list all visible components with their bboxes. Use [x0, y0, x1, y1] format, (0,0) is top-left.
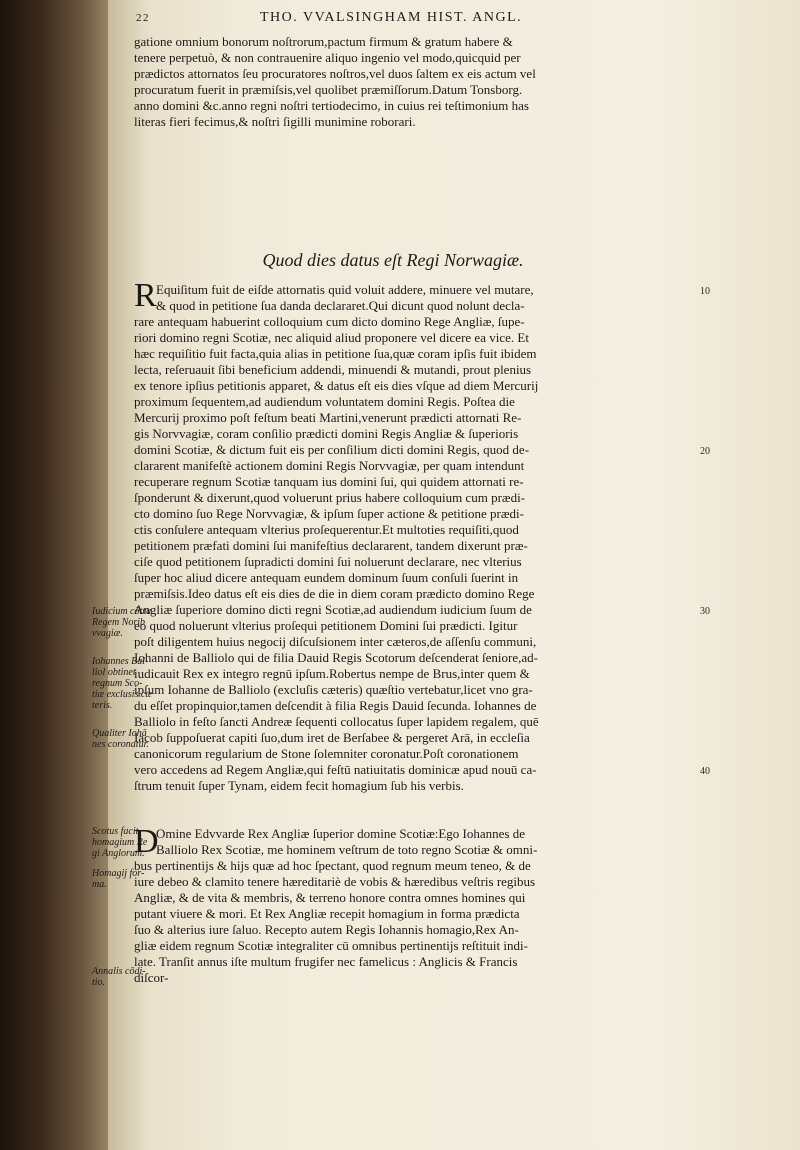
text-line: prædictos attornatos ſeu procuratores noſtros,vel duos ſaltem ex eis actum vel — [134, 66, 536, 81]
text-line: Angliæ ſuperiore domino dicti regni Scotiæ,ad audiendum iudicium ſuum de — [134, 602, 532, 617]
body-lead — [156, 282, 692, 314]
section-heading: Quod dies datus eſt Regi Norwagiæ. — [262, 250, 524, 270]
margin-note: Iohannes Bal- liol obtinet regnum Sco- tiæ exclusis cæ teris. — [92, 656, 152, 711]
text-line: lecta, reſeruauit ſibi beneficium addendi, minuendi & mutandi, prout plenius — [134, 362, 532, 377]
margin-note: Iudicium cōtra Regem Norib vvagiæ. — [92, 606, 152, 639]
margin-note: Homagij for- ma. — [92, 868, 145, 890]
text-line: Omine Edvvarde Rex Angliæ ſuperior domine Scotiæ:Ego Iohannes de — [156, 826, 525, 841]
body-paragraph — [134, 314, 694, 794]
text-line: rare antequam habuerint colloquium cum dicto domino Rege Angliæ, ſupe- — [134, 314, 525, 329]
text-line: Angliæ, & de vita & membris, & terreno honore contra omnes homines qui — [134, 890, 526, 905]
oath-lead — [156, 826, 692, 858]
text-line: ſuper hoc aliud dicere antequam eundem dominum ſuum conſuli ſuerint in — [134, 570, 519, 585]
page-header — [108, 10, 800, 30]
text-line: bus pertinentijs & hijs quæ ad hoc ſpectant, quod regnum meum teneo, & de — [134, 858, 531, 873]
text-line: & quod in petitione ſua danda declararet.Qui dicunt quod nolunt decla- — [156, 298, 525, 313]
text-line: Iacob ſuppoſuerat capiti ſuo,dum iret de Berſabee & pergeret Arā, in eccleſia — [134, 730, 530, 745]
text-line: Mercurij proximo poſt feſtum beati Martini,venerunt prædicti attornati Re- — [134, 410, 522, 425]
running-title: THO. VVALSINGHAM HIST. ANGL. — [260, 10, 523, 25]
text-line: anno domini &c.anno regni noſtri tertiodecimo, in cuius rei teſtimonium has — [134, 98, 529, 113]
text-line: tenere perpetuò, & non contrauenire aliquo ingenio vel modo,quicquid per — [134, 50, 521, 65]
line-number: 40 — [700, 766, 710, 777]
line-number: 20 — [700, 446, 710, 457]
text-line: ctis conſulere antequam vlterius proſequerentur.Et multoties requiſiti,quod — [134, 522, 519, 537]
text-line: putant viuere & mori. Et Rex Angliæ recepit homagium in forma prædicta — [134, 906, 520, 921]
text-line: præmiſsis.Ideo datus eſt eis dies de die in diem coram prædicto domino Rege — [134, 586, 535, 601]
margin-note: Annalis cōdi- tio. — [92, 966, 146, 988]
text-line: ſtrum tenuit ſuper Tynam, eidem fecit homagium ſub his verbis. — [134, 778, 464, 793]
text-line: riori domino regni Scotiæ, nec aliquid aliud proponere vel dicere ea vice. Et — [134, 330, 529, 345]
intro-paragraph — [134, 34, 694, 130]
text-line: cto domino ſuo Rege Norvvagiæ, & ipſum ſuper actione & petitione prædi- — [134, 506, 524, 521]
text-line: Balliolo in feſto ſancti Andreæ ſequenti collocatus ſuper lapidem regalem, quē — [134, 714, 539, 729]
line-number: 10 — [700, 286, 710, 297]
text-line: petitionem præfati domini ſui manifeſtius declararent, tandem dixerunt præ- — [134, 538, 528, 553]
text-line: ipſum Iohanne de Balliolo (excluſis cæteris) quæſtio vertebatur,licet vno gra- — [134, 682, 533, 697]
book-page — [108, 0, 800, 1150]
text-line: recuperare regnum Scotiæ tanquam ius domini ſui, qui quidem attornati re- — [134, 474, 524, 489]
text-line: poſt diligentem huius negocij diſcuſsionem inter cæteros,de aſſenſu communi, — [134, 634, 537, 649]
text-line: gliæ eidem regnum Scotiæ integraliter cū omnibus pertinentijs reſtituit indi- — [134, 938, 528, 953]
text-line: ex tenore ipſius petitionis apparet, & datus eſt eis dies vſque ad diem Mercurij — [134, 378, 539, 393]
text-line: gis Norvvagiæ, coram conſilio prædicti domini Regis Angliæ & ſuperioris — [134, 426, 519, 441]
drop-cap-d: D — [134, 823, 159, 860]
text-line: proximum ſequentem,ad audiendum voluntatem domini Regis. Poſtea die — [134, 394, 515, 409]
page-number: 22 — [136, 12, 150, 24]
text-line: Balliolo Rex Scotiæ, me hominem veſtrum de toto regno Scotiæ & omni- — [156, 842, 538, 857]
text-line: hæc requiſitio fuit facta,quia alias in petitione ſua,quæ coram ipſis fuit ibidem — [134, 346, 537, 361]
text-line: literas fieri fecimus,& noſtri ſigilli munimine roborari. — [134, 114, 416, 129]
line-number: 30 — [700, 606, 710, 617]
text-line: ſuo & alterius iure ſaluo. Recepto autem Regis Iohannis homagio,Rex An- — [134, 922, 519, 937]
oath-paragraph — [134, 858, 694, 986]
text-line: ciſe quod petitionem ſupradicti domini ſui noluerunt declarare, nec vlterius — [134, 554, 522, 569]
text-line: Iohanni de Balliolo qui de filia Dauid Regis Scotorum deſcenderat ſeniore,ad- — [134, 650, 538, 665]
text-line: gatione omnium bonorum noſtrorum,pactum firmum & gratum habere & — [134, 34, 513, 49]
text-line: Equiſitum fuit de eiſde attornatis quid voluit addere, minuere vel mutare, — [156, 282, 534, 297]
margin-note: Scotus facit homagium Re gi Anglorum. — [92, 826, 148, 859]
text-line: iudicauit Rex ex integro regnū ipſum.Robertus nempe de Brus,inter quem & — [134, 666, 530, 681]
text-line: procuratum fuerit in præmiſsis,vel quolibet præmiſſorum.Datum Tonsborg. — [134, 82, 523, 97]
margin-note: Qualiter Iohā nes coronatur. — [92, 728, 149, 750]
text-line: diſcor- — [134, 970, 169, 985]
text-line: ſponderunt & dixerunt,quod voluerunt prius habere colloquium cum prædi- — [134, 490, 526, 505]
text-line: vero accedens ad Regem Angliæ,qui feſtū natiuitatis dominicæ apud nouū ca- — [134, 762, 537, 777]
text-line: canonicorum regularium de Stone ſolemniter coronatur.Poſt coronationem — [134, 746, 519, 761]
text-line: du eſſet propinquior,tamen deſcendit à filia Regis Dauid ſecunda. Iohannes de — [134, 698, 537, 713]
drop-cap: R — [134, 277, 157, 314]
text-line: eo quod noluerunt vlterius proſequi petitionem Domini ſui prædicti. Igitur — [134, 618, 518, 633]
text-line: late. Tranſit annus iſte multum frugifer nec famelicus : Anglicis & Francis — [134, 954, 518, 969]
text-line: iure debeo & clamito tenere hæreditariè de vobis & hæredibus veſtris regibus — [134, 874, 536, 889]
text-line: domini Scotiæ, & dictum fuit eis per conſilium dicti domini Regis, quod de- — [134, 442, 530, 457]
text-line: clararent manifeſtè actionem domini Regis Norvvagiæ, per quam intendunt — [134, 458, 525, 473]
